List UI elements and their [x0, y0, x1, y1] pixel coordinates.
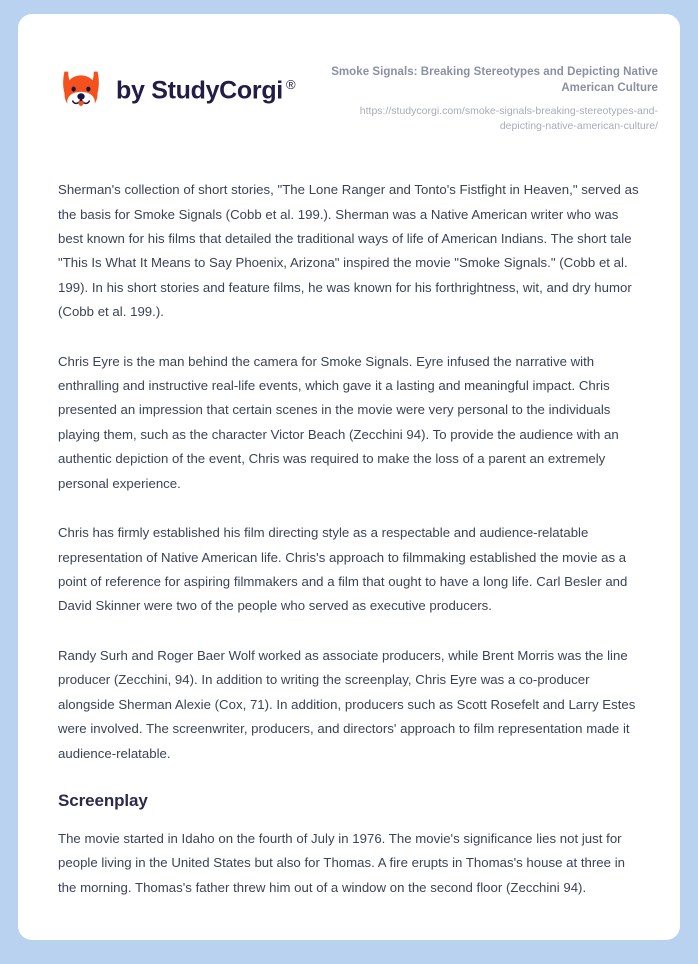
section-heading-screenplay: Screenplay [58, 790, 148, 810]
corgi-logo-icon [58, 68, 104, 114]
document-page-card [18, 14, 680, 940]
registered-trademark-icon: ® [285, 77, 296, 93]
studycorgi-brand[interactable] [58, 62, 295, 114]
paragraph: Chris has firmly established his film directing style as a respectable and audience-relatable representation of Native American life. Chris's approach to filmmaking established the movie as a point of reference for aspiring filmmakers and a film that ought to have a long life. Carl Besler and David Skinner were two of the people who served as executive producers. [58, 525, 628, 614]
paragraph: The movie started in Idaho on the fourth of July in 1976. The movie's significance lies not just for people living in the United States but also for Thomas. A fire erupts in Thomas's house at three in the morning. Thomas's father threw him out of a window on the second floor (Zecchini 94). [58, 830, 625, 895]
paragraph: Sherman's collection of short stories, "The Lone Ranger and Tonto's Fistfight in Heaven," served as the basis for Smoke Signals (Cobb et al. 199.). Sherman was a Native American writer who was best known for his films that detailed the traditional ways of life of American Indians. The short tale "This Is What It Means to Say Phoenix, Arizona" inspired the movie "Smoke Signals." (Cobb et al. 199). In his short stories and feature films, he was known for his forthrightness, wit, and dry humor (Cobb et al. 199.). [58, 182, 639, 320]
source-url[interactable]: https://studycorgi.com/smoke-signals-breaking-stereotypes-and-depicting-native-american-culture/ [359, 104, 658, 132]
brand-wordmark [116, 78, 295, 103]
article-body [18, 178, 680, 900]
page-title: Smoke Signals: Breaking Stereotypes and Depicting Native American Culture [331, 66, 658, 95]
document-header [18, 14, 680, 134]
brand-wordmark-text: by StudyCorgi [116, 76, 283, 105]
document-meta [318, 62, 658, 134]
paragraph: Randy Surh and Roger Baer Wolf worked as associate producers, while Brent Morris was the line producer (Zecchini, 94). In addition to writing the screenplay, Chris Eyre was a co-producer alongside Sherman Alexie (Cox, 71). In addition, producers such as Scott Rosefelt and Larry Estes were involved. The screenwriter, producers, and directors' approach to film representation made it audience-relatable. [58, 647, 636, 761]
paragraph: Chris Eyre is the man behind the camera for Smoke Signals. Eyre infused the narrative with enthralling and instructive real-life events, which gave it a lasting and meaningful impact. Chris presented an impression that certain scenes in the movie were very personal to the individuals playing them, such as the character Victor Beach (Zecchini 94). To provide the audience with an authentic depiction of the event, Chris was required to make the loss of a parent an extremely personal experience. [58, 353, 619, 491]
